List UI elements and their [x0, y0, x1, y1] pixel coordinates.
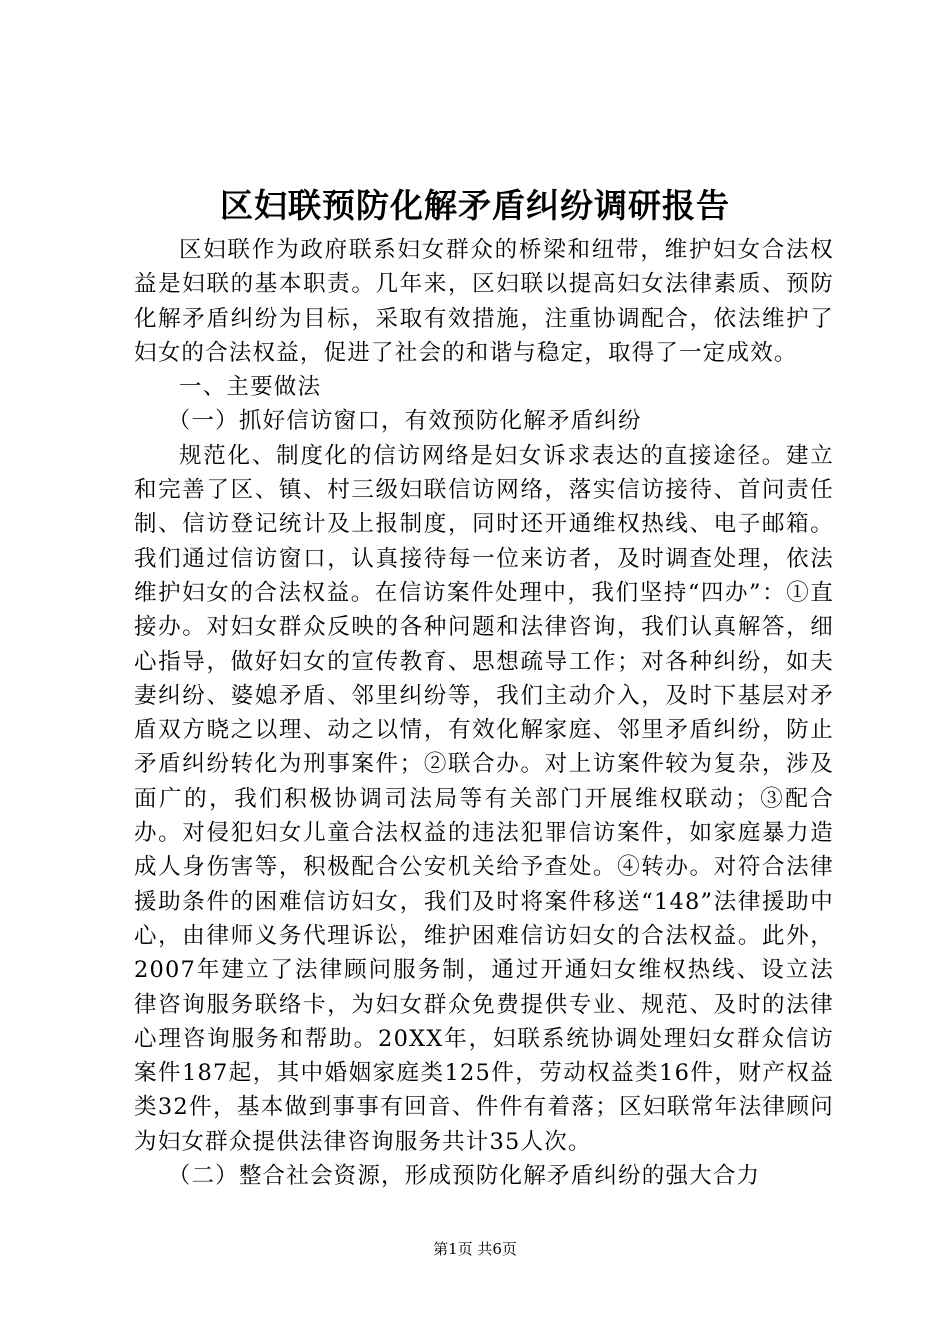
document-body: [134, 233, 834, 1193]
section-heading-main-practices: 一、主要做法: [179, 374, 322, 401]
page-number-footer: 第1页 共6页: [433, 1240, 517, 1258]
intro-paragraph: 区妇联作为政府联系妇女群众的桥梁和纽带，维护妇女合法权益是妇联的基本职责。几年来，区妇联以提高妇女法律素质、预防化解矛盾纠纷为目标，采取有效措施，注重协调配合，依法维护了妇女的合法权益，促进了社会的和谐与稳定，取得了一定成效。: [134, 237, 834, 366]
subsection-heading-2: （二）整合社会资源，形成预防化解矛盾纠纷的强大合力: [167, 1163, 761, 1190]
document-title: 区妇联预防化解矛盾纠纷调研报告: [220, 186, 730, 225]
body-paragraph: 规范化、制度化的信访网络是妇女诉求表达的直接途径。建立和完善了区、镇、村三级妇联信访网络，落实信访接待、首问责任制、信访登记统计及上报制度，同时还开通维权热线、电子邮箱。我们通过信访窗口，认真接待每一位来访者，及时调查处理，依法维护妇女的合法权益。在信访案件处理中，我们坚持“四办”：①直接办。对妇女群众反映的各种问题和法律咨询，我们认真解答，细心指导，做好妇女的宣传教育、思想疏导工作；对各种纠纷，如夫妻纠纷、婆媳矛盾、邻里纠纷等，我们主动介入，及时下基层对矛盾双方晓之以理、动之以情，有效化解家庭、邻里矛盾纠纷，防止矛盾纠纷转化为刑事案件；②联合办。对上访案件较为复杂，涉及面广的，我们积极协调司法局等有关部门开展维权联动；③配合办。对侵犯妇女儿童合法权益的违法犯罪信访案件，如家庭暴力造成人身伤害等，积极配合公安机关给予查处。④转办。对符合法律援助条件的困难信访妇女，我们及时将案件移送“148”法律援助中心，由律师义务代理诉讼，维护困难信访妇女的合法权益。此外，2007年建立了法律顾问服务制，通过开通妇女维权热线、设立法律咨询服务联络卡，为妇女群众免费提供专业、规范、及时的法律心理咨询服务和帮助。20XX年，妇联系统协调处理妇女群众信访案件187起，其中婚姻家庭类125件，劳动权益类16件，财产权益类32件，基本做到事事有回音、件件有着落；区妇联常年法律顾问为妇女群众提供法律咨询服务共计35人次。: [134, 442, 834, 1155]
subsection-heading-1: （一）抓好信访窗口，有效预防化解矛盾纠纷: [167, 408, 642, 435]
